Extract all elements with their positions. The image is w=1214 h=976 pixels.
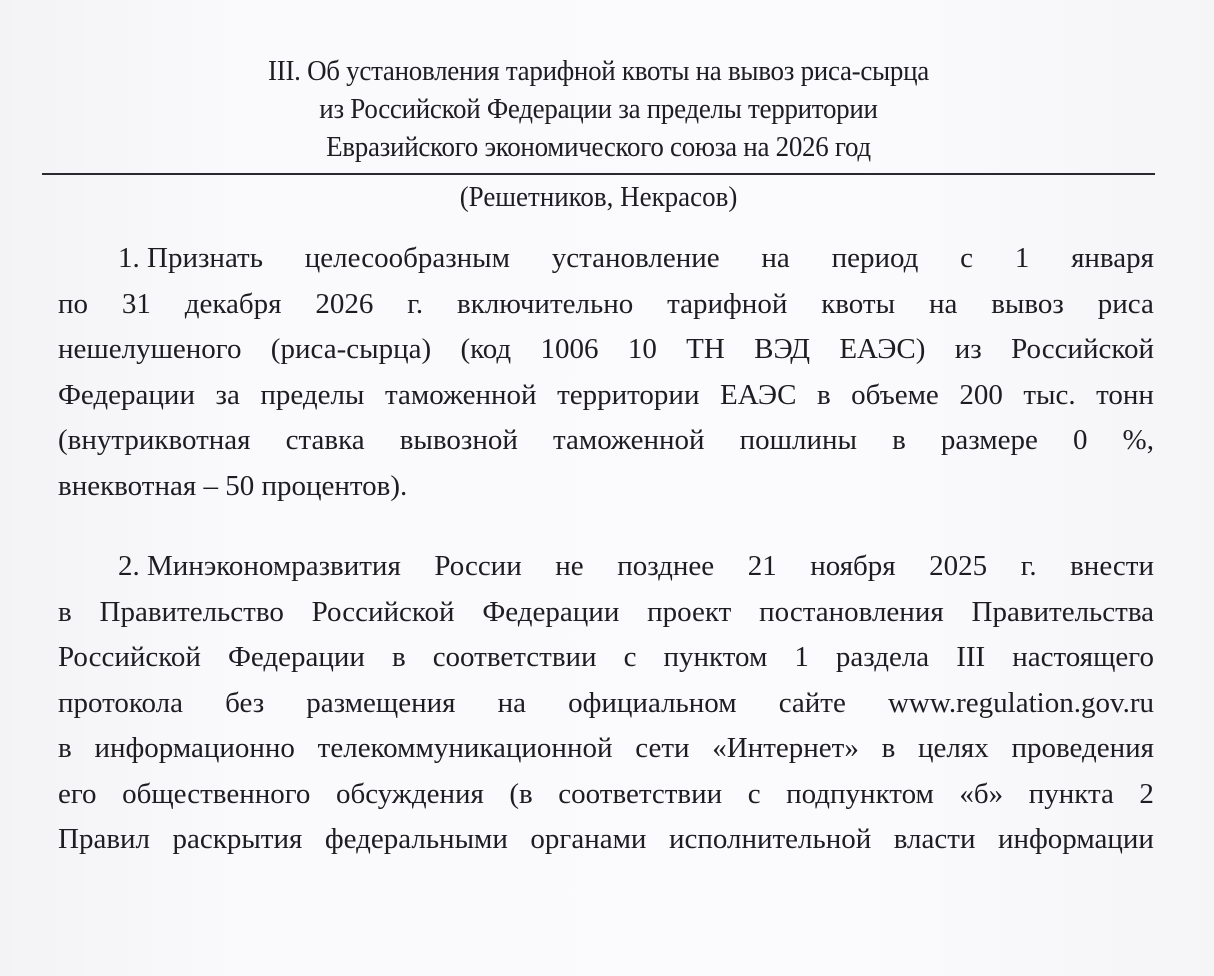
word: тарифной <box>667 287 788 320</box>
word: Правительство <box>99 595 284 628</box>
word: органами <box>530 823 647 855</box>
word: проект <box>647 595 732 628</box>
word: официальном <box>568 686 737 719</box>
word: ставка <box>285 424 365 456</box>
word: Федерации <box>482 595 620 628</box>
word: сайте <box>778 686 846 719</box>
title-underline-divider <box>42 173 1155 175</box>
word: III <box>956 641 986 673</box>
word: 1 <box>794 641 809 673</box>
word: Федерации <box>227 641 365 673</box>
word: 2. Минэкономразвития <box>118 550 401 582</box>
paragraph-1 <box>58 236 1154 509</box>
word: раскрытия <box>172 823 303 855</box>
word: риса <box>1097 287 1154 320</box>
word: с <box>747 777 761 810</box>
word: Российской <box>311 595 455 628</box>
word: (риса-сырца) <box>270 333 432 365</box>
paragraph-2-line-7 <box>58 817 1154 863</box>
word: вывозной <box>399 424 518 456</box>
section-title-line-1: III. Об установления тарифной квоты на вывоз риса-сырца <box>268 55 929 87</box>
paragraph-2-line-2 <box>58 590 1154 636</box>
word: соответствии <box>558 777 723 810</box>
word: подпунктом <box>786 777 934 810</box>
word: января <box>1071 242 1154 274</box>
word: в <box>892 424 906 456</box>
word: ЕАЭС) <box>839 333 926 365</box>
word: тонн <box>1096 378 1154 411</box>
word: «Интернет» <box>712 732 859 764</box>
word: включительно <box>457 287 634 320</box>
word: «б» <box>959 777 1004 810</box>
word: таможенной <box>552 424 705 456</box>
word: пунктом <box>663 641 768 673</box>
word: внести <box>1070 550 1154 582</box>
word: с <box>623 641 637 673</box>
word: (код <box>460 333 512 365</box>
word: г. <box>1020 550 1037 582</box>
word: тыс. <box>1023 378 1076 411</box>
paragraph-1-line-2 <box>58 282 1154 328</box>
word: в <box>881 732 896 764</box>
word: ЕАЭС <box>720 378 797 411</box>
word: информации <box>997 823 1154 855</box>
word: не <box>555 550 584 582</box>
word: власти <box>893 823 976 855</box>
word: декабря <box>184 287 282 320</box>
paragraph-2 <box>58 544 1154 863</box>
word: 1006 <box>540 333 599 365</box>
word: нешелушеного <box>58 333 242 365</box>
word: ТН <box>686 333 725 365</box>
word: (внутриквотная <box>58 424 251 456</box>
word: федеральными <box>324 823 508 855</box>
word: в <box>58 732 72 764</box>
word: 10 <box>627 333 657 365</box>
word: таможенной <box>384 378 537 411</box>
word: квоты <box>821 287 896 320</box>
word: на <box>497 686 526 719</box>
paragraph-2-line-5 <box>58 726 1154 772</box>
word: позднее <box>617 550 715 582</box>
word: пункта <box>1028 777 1114 810</box>
word: общественного <box>122 777 311 810</box>
word: без <box>225 686 265 719</box>
word: с <box>960 242 974 274</box>
word: вывоз <box>991 287 1064 320</box>
word: установление <box>551 242 720 274</box>
word: (в <box>509 777 533 810</box>
paragraph-1-line-5 <box>58 418 1154 464</box>
word: %, <box>1122 424 1154 456</box>
word: 2026 <box>315 287 374 320</box>
word: России <box>434 550 522 582</box>
word: соответствии <box>432 641 597 673</box>
word: целях <box>918 732 989 764</box>
paragraph-1-line-6: внеквотная – 50 процентов). <box>58 469 408 502</box>
word: 1 <box>1014 242 1030 274</box>
word: обсуждения <box>335 777 484 810</box>
word: Правительства <box>971 595 1154 628</box>
word: раздела <box>835 641 930 673</box>
word: размещения <box>306 686 456 719</box>
paragraph-2-line-1 <box>58 544 1154 590</box>
word: проведения <box>1011 732 1154 764</box>
paragraph-1-line-3 <box>58 327 1154 373</box>
word: территории <box>557 378 700 411</box>
paragraph-2-line-4 <box>58 681 1154 727</box>
word: настоящего <box>1012 641 1154 673</box>
word: 2 <box>1139 777 1154 810</box>
paragraph-2-line-6 <box>58 772 1154 818</box>
section-title <box>81 52 1116 166</box>
word: в <box>391 641 406 673</box>
word: Федерации <box>58 378 195 411</box>
word: сети <box>635 732 690 764</box>
word: постановления <box>759 595 944 628</box>
word: пределы <box>260 378 365 411</box>
word: Российской <box>58 641 201 673</box>
word: информационно <box>94 732 295 764</box>
word: исполнительной <box>668 823 872 855</box>
word: 31 <box>121 287 151 320</box>
word: 1. Признать <box>118 242 263 274</box>
word: его <box>58 777 97 810</box>
word: объеме <box>851 378 939 411</box>
regulation-url-text: www.regulation.gov.ru <box>887 686 1154 719</box>
word: из <box>954 333 982 365</box>
word: по <box>58 287 89 320</box>
word: период <box>831 242 919 274</box>
word: г. <box>407 287 424 320</box>
word: в <box>816 378 831 411</box>
word: размере <box>940 424 1038 456</box>
speakers-line: (Решетников, Некрасов) <box>459 181 738 213</box>
word: за <box>215 378 240 411</box>
word: ВЭД <box>754 333 810 365</box>
word: Российской <box>1011 333 1154 365</box>
word: 0 <box>1072 424 1088 456</box>
word: Правил <box>58 823 150 855</box>
word: протокола <box>58 686 184 719</box>
word: 21 <box>747 550 777 582</box>
word: 2025 <box>929 550 988 582</box>
word: пошлины <box>739 424 857 456</box>
word: в <box>58 595 72 628</box>
section-title-line-2: из Российской Федерации за пределы территории <box>319 93 878 125</box>
word: на <box>761 242 790 274</box>
word: на <box>928 287 958 320</box>
paragraph-1-line-1 <box>58 236 1154 282</box>
section-title-line-3: Евразийского экономического союза на 2026 год <box>326 131 871 163</box>
word: ноября <box>810 550 896 582</box>
paragraph-2-line-3 <box>58 635 1154 681</box>
paragraph-1-line-4 <box>58 373 1154 419</box>
word: телекоммуникационной <box>317 732 613 764</box>
word: 200 <box>959 378 1003 411</box>
word: целесообразным <box>304 242 510 274</box>
